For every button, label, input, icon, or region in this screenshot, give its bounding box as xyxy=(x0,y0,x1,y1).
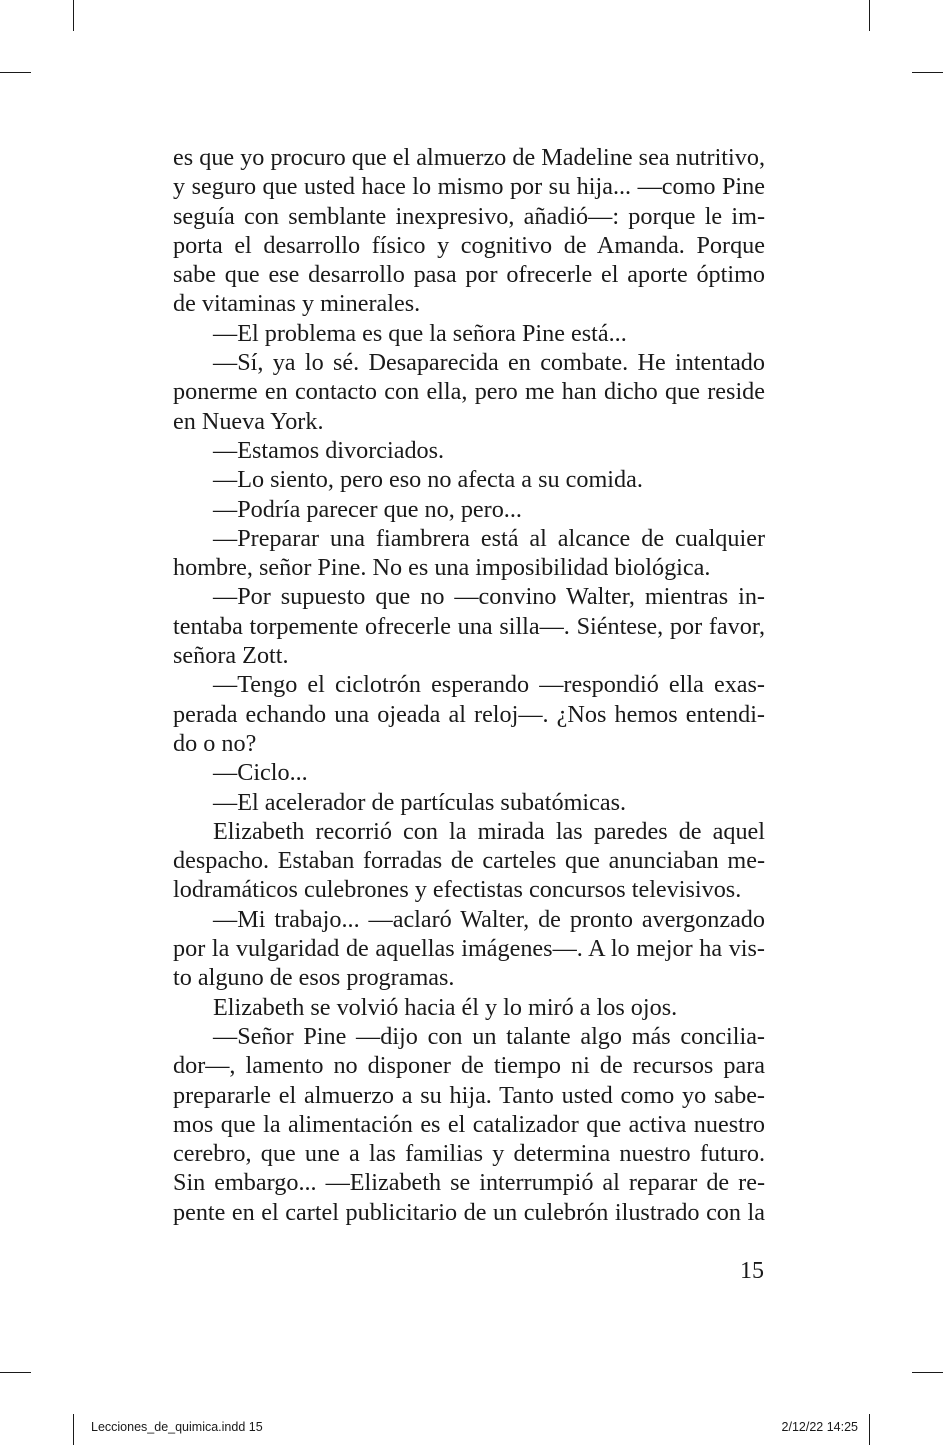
text-line: es que yo procuro que el almuerzo de Madeline sea nutritivo, xyxy=(173,144,765,171)
text-line: —El acelerador de partículas subatómicas. xyxy=(213,788,627,816)
text-line: tentaba torpemente ofrecerle una silla—. Siéntese, por favor, xyxy=(173,612,765,640)
text-line: ponerme en contacto con ella, pero me han dicho que reside xyxy=(173,378,765,406)
text-line: sabe que ese desarrollo pasa por ofrecerle el aporte óptimo xyxy=(173,261,765,289)
text-line: Sin embargo... —Elizabeth se interrumpió al reparar de re- xyxy=(173,1169,765,1197)
text-line: to alguno de esos programas. xyxy=(173,964,455,992)
text-line: —Ciclo... xyxy=(213,759,308,787)
text-line: —Señor Pine —dijo con un talante algo más concilia- xyxy=(213,1022,765,1050)
text-line: y seguro que usted hace lo mismo por su hija... —como Pine xyxy=(173,173,765,201)
text-line: —Tengo el ciclotrón esperando —respondió ella exas- xyxy=(213,671,765,699)
crop-mark-right-top xyxy=(912,72,943,73)
crop-mark-bottom-left xyxy=(73,1414,74,1445)
text-line: —Preparar una fiambrera está al alcance de cualquier xyxy=(213,524,765,552)
crop-mark-top-left xyxy=(73,0,74,31)
text-line: —El problema es que la señora Pine está... xyxy=(213,319,627,347)
text-line: señora Zott. xyxy=(173,642,289,670)
text-line: mos que la alimentación es el catalizador que activa nuestro xyxy=(173,1110,765,1138)
text-line: —Por supuesto que no —convino Walter, mientras in- xyxy=(213,583,765,611)
text-line: do o no? xyxy=(173,729,257,757)
slug-timestamp: 2/12/22 14:25 xyxy=(781,1420,858,1434)
text-line: Elizabeth se volvió hacia él y lo miró a los ojos. xyxy=(213,993,678,1021)
text-line: lodramáticos culebrones y efectistas concursos televisivos. xyxy=(173,876,742,904)
crop-mark-right-bottom xyxy=(912,1372,943,1373)
text-line: pente en el cartel publicitario de un culebrón ilustrado con la xyxy=(173,1198,765,1226)
text-line: —Estamos divorciados. xyxy=(213,436,445,464)
text-line: —Sí, ya lo sé. Desaparecida en combate. He intentado xyxy=(213,349,765,377)
text-line: por la vulgaridad de aquellas imágenes—. A lo mejor ha vis- xyxy=(173,935,765,963)
page-number: 15 xyxy=(740,1258,764,1284)
text-line: porta el desarrollo físico y cognitivo de Amanda. Porque xyxy=(173,231,765,259)
text-line: —Podría parecer que no, pero... xyxy=(213,495,522,523)
crop-mark-left-bottom xyxy=(0,1372,31,1373)
text-line: Elizabeth recorrió con la mirada las paredes de aquel xyxy=(213,817,765,845)
text-line: despacho. Estaban forradas de carteles que anunciaban me- xyxy=(173,847,765,875)
text-line: de vitaminas y minerales. xyxy=(173,290,421,318)
text-line: cerebro, que une a las familias y determina nuestro futuro. xyxy=(173,1140,765,1168)
text-line: prepararle el almuerzo a su hija. Tanto usted como yo sabe- xyxy=(173,1081,765,1109)
text-line: dor—, lamento no disponer de tiempo ni de recursos para xyxy=(173,1052,765,1080)
text-line: seguía con semblante inexpresivo, añadió—: porque le im- xyxy=(173,202,765,230)
body-text xyxy=(173,143,765,1227)
text-line: en Nueva York. xyxy=(173,407,324,435)
crop-mark-top-right xyxy=(869,0,870,31)
crop-mark-left-top xyxy=(0,72,31,73)
crop-mark-bottom-right xyxy=(869,1414,870,1445)
slug-filename: Lecciones_de_quimica.indd 15 xyxy=(91,1420,263,1434)
text-line: perada echando una ojeada al reloj—. ¿Nos hemos entendi- xyxy=(173,700,765,728)
text-line: —Mi trabajo... —aclaró Walter, de pronto avergonzado xyxy=(213,905,765,933)
text-line: hombre, señor Pine. No es una imposibilidad biológica. xyxy=(173,554,711,582)
text-line: —Lo siento, pero eso no afecta a su comida. xyxy=(213,466,643,494)
